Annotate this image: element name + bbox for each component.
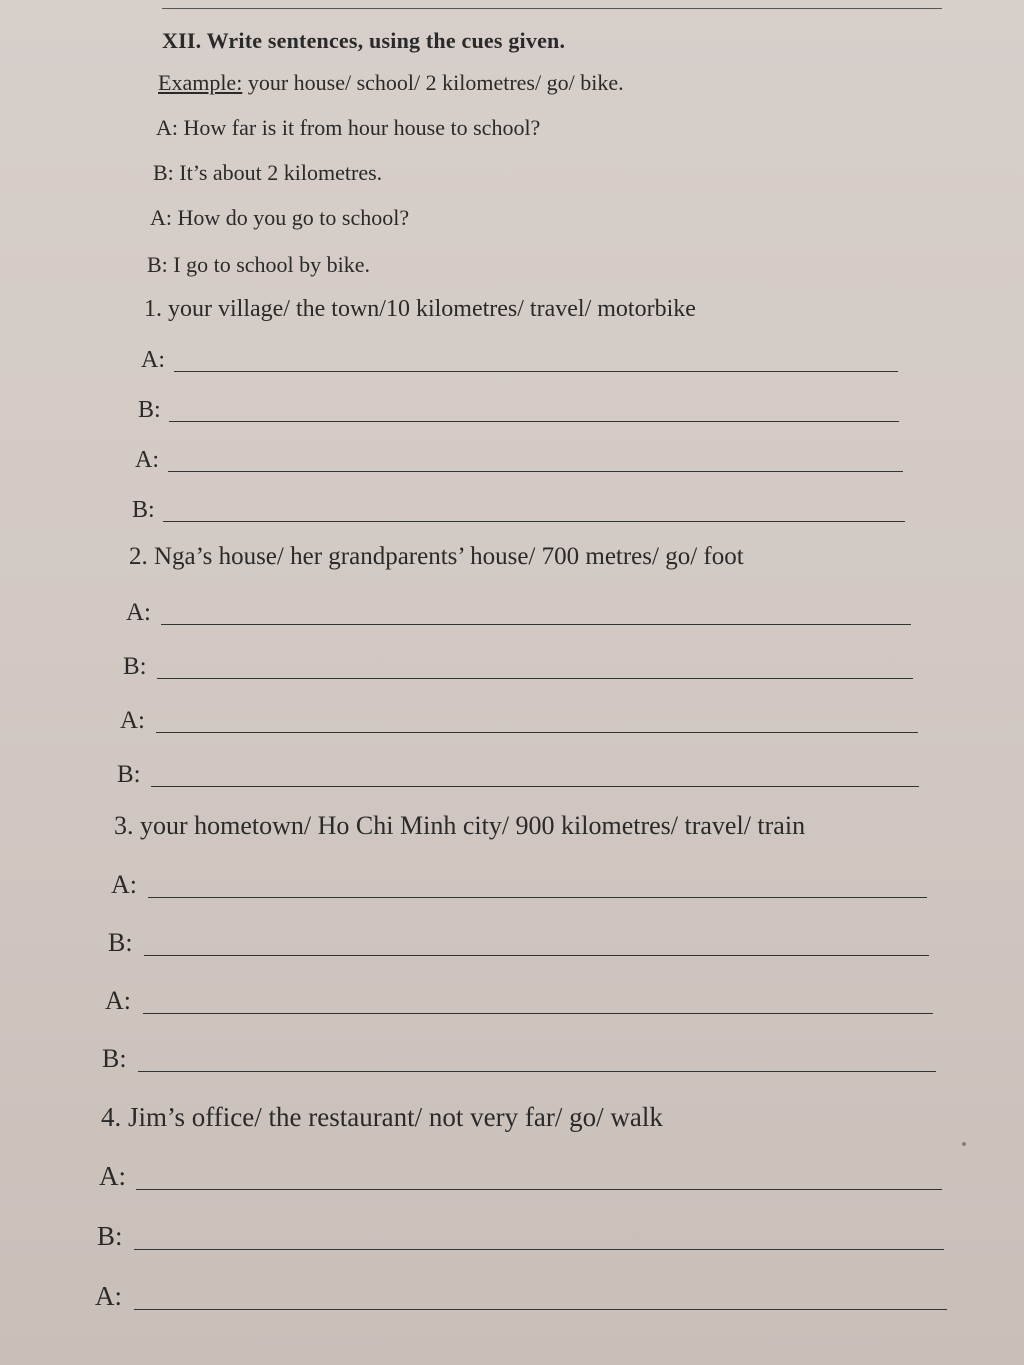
example-line: B: I go to school by bike. — [147, 252, 371, 277]
example-line: B: It’s about 2 kilometres. — [153, 160, 383, 185]
answer-row[interactable] — [95, 1282, 949, 1314]
answer-blank[interactable] — [138, 1071, 936, 1072]
speaker-label: B: — [117, 761, 141, 788]
answer-blank[interactable] — [163, 521, 905, 522]
answer-blank[interactable] — [157, 678, 913, 679]
answer-blank[interactable] — [148, 897, 927, 898]
answer-blank[interactable] — [174, 371, 898, 372]
answer-blank[interactable] — [134, 1249, 944, 1250]
answer-blank[interactable] — [168, 471, 903, 472]
speaker-label: B: — [132, 497, 155, 523]
exercise-heading: XII. Write sentences, using the cues given. — [162, 28, 566, 53]
answer-row[interactable] — [126, 597, 914, 629]
answer-row[interactable] — [99, 1162, 944, 1194]
example-line: A: How do you go to school? — [150, 205, 410, 230]
example-line: A: How far is it from hour house to school? — [156, 115, 541, 140]
answer-row[interactable] — [117, 759, 921, 791]
exercise-cue: 3. your hometown/ Ho Chi Minh city/ 900 kilometres/ travel/ train — [114, 811, 806, 840]
answer-blank[interactable] — [134, 1309, 947, 1310]
answer-blank[interactable] — [151, 786, 919, 787]
speaker-label: B: — [123, 653, 147, 680]
answer-blank[interactable] — [143, 1013, 933, 1014]
speaker-label: A: — [135, 447, 159, 473]
answer-row[interactable] — [105, 986, 935, 1018]
speaker-label: A: — [105, 986, 131, 1015]
speaker-label: A: — [111, 870, 137, 899]
answer-row[interactable] — [138, 394, 902, 426]
speaker-label: A: — [141, 347, 165, 373]
example-cue: your house/ school/ 2 kilometres/ go/ bike. — [242, 70, 624, 95]
speaker-label: A: — [99, 1161, 126, 1191]
example-label: Example: — [158, 70, 243, 95]
answer-row[interactable] — [102, 1044, 938, 1076]
answer-row[interactable] — [141, 344, 901, 376]
speaker-label: B: — [138, 397, 161, 423]
exercise-cue: 2. Nga’s house/ her grandparents’ house/ 700 metres/ go/ foot — [129, 543, 744, 570]
speaker-label: A: — [120, 707, 145, 734]
speaker-label: B: — [108, 928, 133, 957]
answer-row[interactable] — [108, 928, 931, 960]
top-divider — [162, 8, 942, 9]
answer-row[interactable] — [132, 494, 908, 526]
answer-row[interactable] — [120, 705, 919, 737]
speaker-label: B: — [102, 1044, 127, 1073]
answer-blank[interactable] — [169, 421, 899, 422]
answer-row[interactable] — [111, 870, 929, 902]
exercise-cue: 1. your village/ the town/10 kilometres/ travel/ motorbike — [144, 296, 696, 322]
speaker-label: A: — [126, 599, 151, 626]
speaker-label: B: — [97, 1221, 123, 1251]
paper-speck — [962, 1142, 966, 1146]
answer-blank[interactable] — [136, 1189, 942, 1190]
answer-blank[interactable] — [144, 955, 929, 956]
speaker-label: A: — [95, 1281, 122, 1311]
example-cue-line — [158, 70, 624, 96]
answer-row[interactable] — [97, 1222, 945, 1254]
exercise-cue: 4. Jim’s office/ the restaurant/ not very far/ go/ walk — [101, 1102, 663, 1132]
answer-blank[interactable] — [156, 732, 918, 733]
answer-row[interactable] — [135, 444, 905, 476]
answer-blank[interactable] — [161, 624, 911, 625]
answer-row[interactable] — [123, 651, 916, 683]
